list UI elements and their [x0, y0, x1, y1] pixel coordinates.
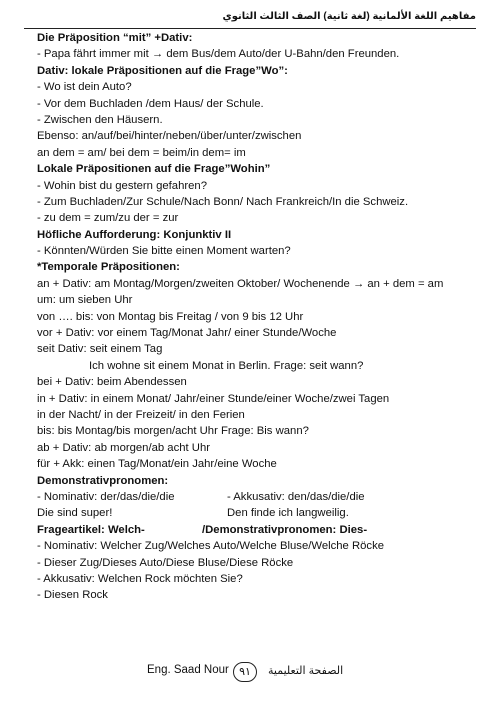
- text-line: - Wo ist dein Auto?: [37, 81, 132, 94]
- text-line: Ebenso: an/auf/bei/hinter/neben/über/unter/zwischen: [37, 130, 302, 143]
- heading-wohin: Lokale Präpositionen auf die Frage”Wohin”: [37, 163, 271, 176]
- text-line: - zu dem = zum/zu der = zur: [37, 212, 179, 225]
- example-sentence: Ich wohne sit einem Monat in Berlin. Frage: seit wann?: [89, 359, 364, 372]
- text-line: - Vor dem Buchladen /dem Haus/ der Schule.: [37, 97, 264, 110]
- text-line: - Dieser Zug/Dieses Auto/Diese Bluse/Diese Röcke: [37, 556, 294, 569]
- text-line: an dem = am/ bei dem = beim/in dem= im: [37, 146, 246, 159]
- frageartikel-label: Frageartikel: Welch-: [37, 523, 145, 536]
- heading-frageartikel: [37, 522, 477, 538]
- demo-example-nom: Die sind super!: [37, 507, 113, 520]
- footer-author: Eng. Saad Nour: [147, 664, 229, 676]
- text-line: - Nominativ: Welcher Zug/Welches Auto/Welche Bluse/Welche Röcke: [37, 540, 385, 553]
- text-line: bei + Dativ: beim Abendessen: [37, 376, 187, 389]
- heading-mit-dativ: Die Präposition “mit” +Dativ:: [37, 32, 193, 44]
- text-line: - Zwischen den Häusern.: [37, 113, 163, 126]
- page-number-badge: ٩١: [233, 662, 257, 682]
- text-line: bis: bis Montag/bis morgen/acht Uhr Frage: Bis wann?: [37, 425, 309, 438]
- demo-akkusativ: - Akkusativ: den/das/die/die: [227, 490, 365, 503]
- text-line: vor + Dativ: vor einem Tag/Monat Jahr/ einer Stunde/Woche: [37, 327, 337, 340]
- text-line: - Wohin bist du gestern gefahren?: [37, 179, 207, 192]
- heading-konjunktiv: Höfliche Aufforderung: Konjunktiv II: [37, 228, 232, 241]
- footer-label: الصفحة التعليمية: [268, 665, 344, 677]
- demo-nominativ: - Nominativ: der/das/die/die: [37, 490, 175, 503]
- demo-example-akk: Den finde ich langweilig.: [227, 507, 349, 520]
- text-line: - Zum Buchladen/Zur Schule/Nach Bonn/ Nach Frankreich/In die Schweiz.: [37, 195, 409, 208]
- text-line: an + Dativ: am Montag/Morgen/zweiten Oktober/ Wochenende → an + dem = am: [37, 277, 444, 290]
- text-line: in der Nacht/ in der Freizeit/ in den Ferien: [37, 408, 245, 421]
- page-header: [24, 8, 476, 29]
- text-line: um: um sieben Uhr: [37, 294, 133, 307]
- document-body: [37, 30, 477, 604]
- text-line: ab + Dativ: ab morgen/ab acht Uhr: [37, 441, 211, 454]
- text-line: seit Dativ: seit einem Tag: [37, 343, 163, 356]
- text-line: - Akkusativ: Welchen Rock möchten Sie?: [37, 572, 243, 585]
- demonstrativ-dies-label: /Demonstrativpronomen: Dies-: [202, 523, 368, 536]
- text-line: - Diesen Rock: [37, 589, 108, 602]
- text-line: - Könnten/Würden Sie bitte einen Moment warten?: [37, 245, 291, 258]
- text-line: - Papa fährt immer mit → dem Bus/dem Auto/der U-Bahn/den Freunden.: [37, 48, 400, 61]
- heading-temporal: *Temporale Präpositionen:: [37, 261, 180, 274]
- heading-demonstrativ: Demonstrativpronomen:: [37, 474, 169, 487]
- heading-wo: Dativ: lokale Präpositionen auf die Frage”Wo”:: [37, 64, 288, 77]
- text-line: in + Dativ: in einem Monat/ Jahr/einer Stunde/einer Woche/zwei Tagen: [37, 392, 390, 405]
- header-title: مفاهيم اللغة الألمانية (لغة ثانية) الصف الثالث الثانوي: [222, 11, 476, 22]
- demo-row: [37, 489, 477, 505]
- text-line: von …. bis: von Montag bis Freitag / von 9 bis 12 Uhr: [37, 310, 304, 323]
- page-footer: [0, 662, 500, 684]
- text-line: für + Akk: einen Tag/Monat/ein Jahr/eine Woche: [37, 458, 277, 471]
- demo-row: [37, 505, 477, 521]
